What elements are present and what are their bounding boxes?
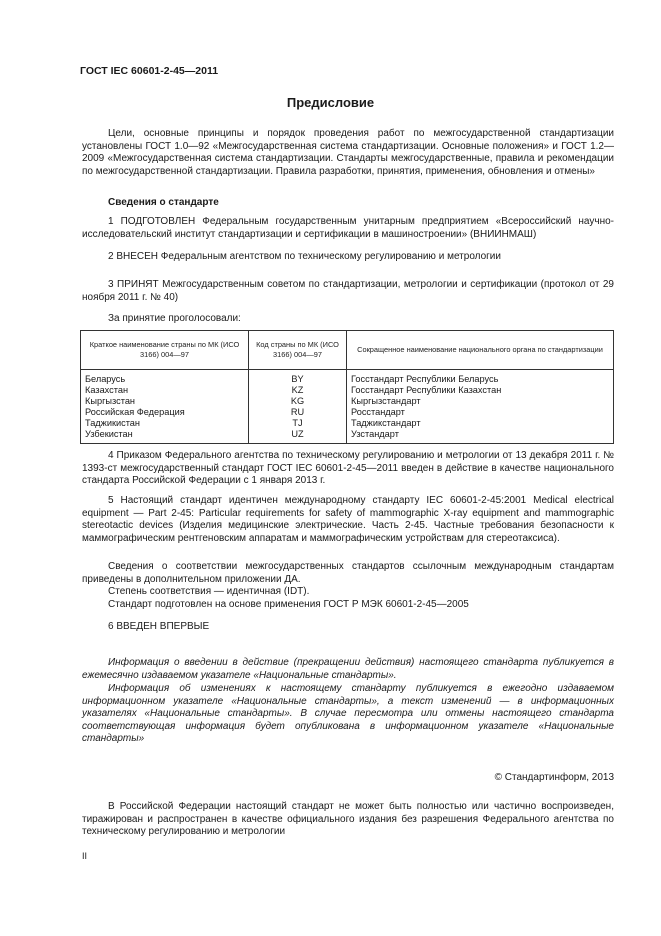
item-5-paragraph: 5 Настоящий стандарт идентичен международному стандарту IEC 60601-2-45:2001 Medical electrical equipment — Part 2-45: Particular requirements for safety of mammographic X-ray equipment and mammographic stereotactic devices (Изделия медицинские электрические. Часть 2-45. Частные требования безопасности к маммографическим рентгеновским аппаратам и маммографическим устройствам для стереотаксиса). xyxy=(82,495,614,544)
page-number: II xyxy=(82,851,88,861)
table-row xyxy=(81,418,614,429)
item-1-paragraph: 1 ПОДГОТОВЛЕН Федеральным государственным унитарным предприятием «Всероссийский научно-исследовательский институт стандартизации и сертификации в машиностроении» (ВНИИНМАШ) xyxy=(82,216,614,240)
intro-paragraph: Цели, основные принципы и порядок проведения работ по межгосударственной стандартизации установлены ГОСТ 1.0—92 «Межгосударственная система стандартизации. Основные положения» и ГОСТ 1.2—2009 «Межгосударственная система стандартизации. Стандарты межгосударственные, правила и рекомендации по межгосударственной стандартизации. Правила разработки, принятия, применения, обновления и отмены» xyxy=(82,128,614,177)
item-6-paragraph: 6 ВВЕДЕН ВПЕРВЫЕ xyxy=(108,621,210,632)
country-cell: Российская Федерация xyxy=(81,407,249,418)
country-cell: Узбекистан xyxy=(81,429,249,444)
body-cell: Кыргызстандарт xyxy=(347,396,614,407)
code-cell: KG xyxy=(249,396,347,407)
column-header-country: Краткое наименование страны по МК (ИСО 3166) 004—97 xyxy=(81,331,249,370)
body-cell: Узстандарт xyxy=(347,429,614,444)
table-row xyxy=(81,429,614,444)
table-row xyxy=(81,385,614,396)
code-cell: UZ xyxy=(249,429,347,444)
document-id-header: ГОСТ IEC 60601-2-45—2011 xyxy=(80,65,219,77)
code-cell: TJ xyxy=(249,418,347,429)
votes-table xyxy=(80,330,614,444)
body-cell: Госстандарт Республики Казахстан xyxy=(347,385,614,396)
body-cell: Таджикстандарт xyxy=(347,418,614,429)
code-cell: BY xyxy=(249,370,347,386)
legal-notice: В Российской Федерации настоящий стандарт не может быть полностью или частично воспроизведен, тиражирован и распространен в качестве официального издания без разрешения Федерального агентства по техническому регулированию и метрологии xyxy=(82,801,614,838)
column-header-code: Код страны по МК (ИСО 3166) 004—97 xyxy=(249,331,347,370)
table-row xyxy=(81,370,614,386)
body-cell: Госстандарт Республики Беларусь xyxy=(347,370,614,386)
page-title: Предисловие xyxy=(286,95,375,110)
country-cell: Казахстан xyxy=(81,385,249,396)
code-cell: KZ xyxy=(249,385,347,396)
votes-label: За принятие проголосовали: xyxy=(108,313,241,324)
info-paragraph-1: Информация о введении в действие (прекращении действия) настоящего стандарта публикуется в ежемесячно издаваемом указателе «Национальные стандарты». xyxy=(82,657,614,681)
country-cell: Беларусь xyxy=(81,370,249,386)
table-row xyxy=(81,407,614,418)
item-5-basis: Стандарт подготовлен на основе применения ГОСТ Р МЭК 60601-2-45—2005 xyxy=(108,599,469,610)
item-3-paragraph: 3 ПРИНЯТ Межгосударственным советом по стандартизации, метрологии и сертификации (протокол от 29 ноября 2011 г. № 40) xyxy=(82,279,614,303)
column-header-body: Сокращенное наименование национального органа по стандартизации xyxy=(347,331,614,370)
code-cell: RU xyxy=(249,407,347,418)
table-header-row xyxy=(81,331,614,370)
item-5-degree: Степень соответствия — идентичная (IDT). xyxy=(108,586,310,597)
body-cell: Росстандарт xyxy=(347,407,614,418)
table-row xyxy=(81,396,614,407)
country-cell: Кыргызстан xyxy=(81,396,249,407)
item-2-paragraph: 2 ВНЕСЕН Федеральным агентством по техническому регулированию и метрологии xyxy=(108,251,501,262)
country-cell: Таджикистан xyxy=(81,418,249,429)
copyright: © Стандартинформ, 2013 xyxy=(494,772,614,783)
item-5-note: Сведения о соответствии межгосударственных стандартов ссылочным международным стандартам приведены в дополнительном приложении ДА. xyxy=(82,561,614,585)
info-paragraph-2: Информация об изменениях к настоящему стандарту публикуется в ежегодно издаваемом информационном указателе «Национальные стандарты», а текст изменений — в информационных указателях «Национальные стандарты». В случае пересмотра или отмены настоящего стандарта соответствующая информация будет опубликована в информационном указателе «Национальные стандарты» xyxy=(82,683,614,745)
section-heading: Сведения о стандарте xyxy=(108,197,219,208)
item-4-paragraph: 4 Приказом Федерального агентства по техническому регулированию и метрологии от 13 декабря 2011 г. № 1393-ст межгосударственный стандарт ГОСТ IEC 60601-2-45—2011 введен в действие в качестве национального стандарта Российской Федерации с 1 января 2013 г. xyxy=(82,450,614,487)
